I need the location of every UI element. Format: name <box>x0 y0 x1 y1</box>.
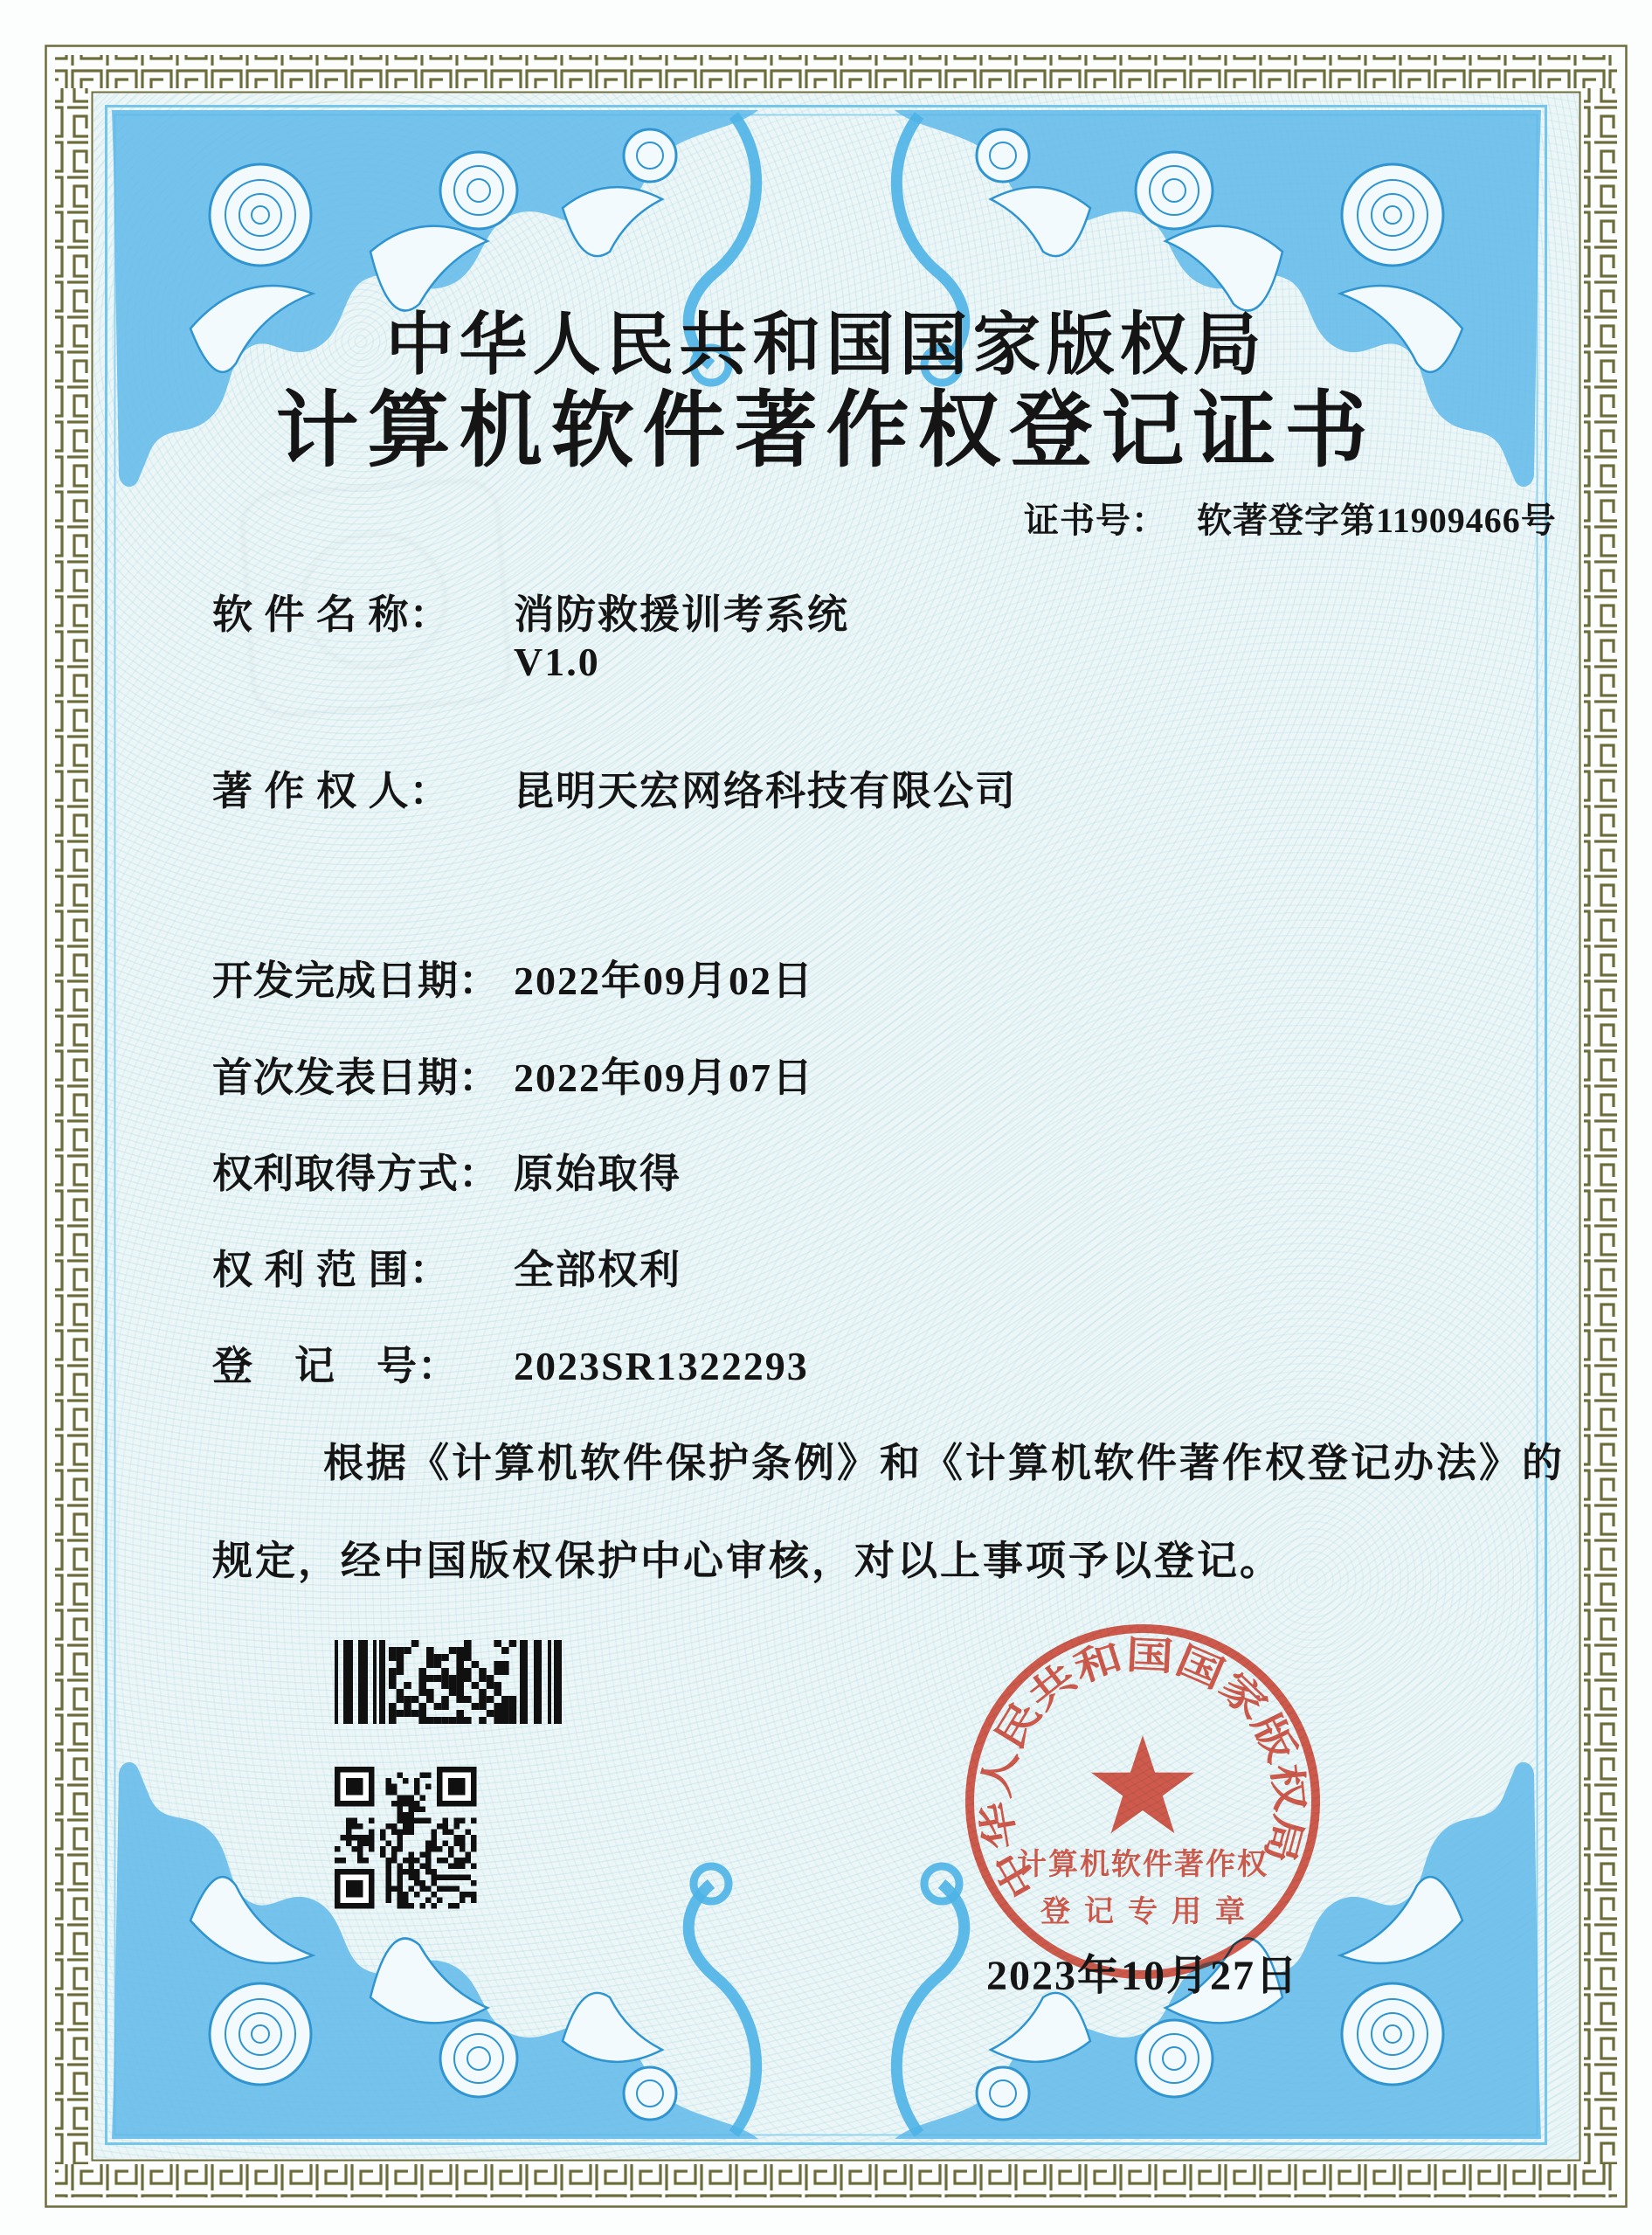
field-value: 2022年09月02日 <box>514 958 814 1003</box>
field-value: 2022年09月07日 <box>514 1055 814 1100</box>
official-seal <box>942 1596 1344 2007</box>
certificate-number-label: 证书号： <box>1024 501 1167 540</box>
seal-line-1: 计算机软件著作权 <box>1017 1849 1268 1881</box>
certificate-number-value: 软著登字第11909466号 <box>1197 501 1557 540</box>
field-value: 全部权利 <box>514 1248 681 1292</box>
certificate-number-line <box>1024 503 1557 538</box>
field-label: 著 作 权 人： <box>212 769 451 813</box>
authority-title: 中华人民共和国国家版权局 <box>385 307 1267 383</box>
star-icon <box>1091 1735 1194 1833</box>
qr-code-image <box>335 1767 477 1909</box>
issue-date: 2023年10月27日 <box>985 1953 1299 1999</box>
seal-line-2: 登记专用章 <box>1040 1896 1259 1928</box>
certificate-title: 计算机软件著作权登记证书 <box>275 384 1377 477</box>
field-row-dev-complete-date <box>212 958 814 1005</box>
field-row-registration-number <box>212 1344 809 1390</box>
statement-line-2: 规定，经中国版权保护中心审核，对以上事项予以登记。 <box>212 1539 1282 1583</box>
field-label: 权 利 范 围： <box>212 1248 451 1292</box>
field-row-rights-acquisition <box>212 1152 681 1198</box>
field-label: 权利取得方式： <box>212 1152 500 1196</box>
field-value: 昆明天宏网络科技有限公司 <box>514 769 1017 813</box>
field-value: 2023SR1322293 <box>514 1344 809 1388</box>
field-label: 软 件 名 称： <box>212 592 451 637</box>
barcode-image <box>335 1640 568 1724</box>
field-row-first-publish-date <box>212 1055 814 1102</box>
seal-ring-text: 中华人民共和国国家版权局 <box>974 1633 1310 1906</box>
field-label: 首次发表日期： <box>212 1055 500 1100</box>
field-label: 登 记 号： <box>212 1344 459 1388</box>
field-row-copyright-owner <box>212 769 1017 815</box>
field-value: 消防救援训考系统 <box>514 592 849 637</box>
field-row-software-name <box>212 592 849 639</box>
field-row-rights-scope <box>212 1248 681 1294</box>
field-value: 原始取得 <box>514 1152 681 1196</box>
statement-line-1: 根据《计算机软件保护条例》和《计算机软件著作权登记办法》的 <box>323 1441 1565 1485</box>
field-label: 开发完成日期： <box>212 958 500 1003</box>
software-version: V1.0 <box>514 640 600 684</box>
